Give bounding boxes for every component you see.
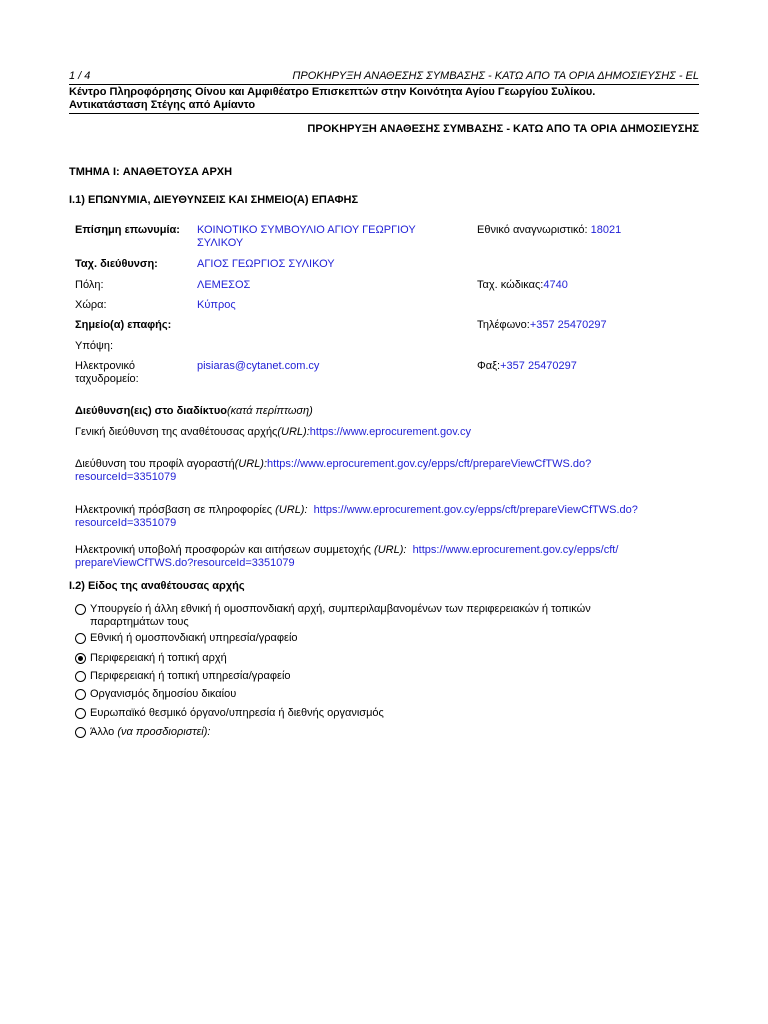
postcode bbox=[477, 279, 568, 292]
email-label-line-1: Ηλεκτρονικό bbox=[75, 360, 135, 372]
contact-label: Σημείο(α) επαφής: bbox=[75, 319, 172, 331]
option-3-text: Περιφερειακή ή τοπική υπηρεσία/γραφείο bbox=[90, 670, 291, 682]
attention-label: Υπόψη: bbox=[75, 340, 114, 352]
submission-label: Ηλεκτρονική υποβολή προσφορών και αιτήσεων συμμετοχής bbox=[75, 544, 375, 556]
submission-url-link[interactable]: https://www.eprocurement.gov.cy/epps/cft/ bbox=[412, 544, 619, 556]
fax bbox=[477, 360, 577, 373]
buyer-profile-label: Διεύθυνση του προφίλ αγοραστή bbox=[75, 458, 235, 470]
radio-option-0[interactable] bbox=[75, 604, 86, 615]
radio-option-2-selected[interactable] bbox=[75, 653, 86, 664]
radio-option-5[interactable] bbox=[75, 708, 86, 719]
buyer-profile bbox=[75, 458, 699, 484]
subtitle-line-1: Κέντρο Πληροφόρησης Οίνου και Αμφιθέατρο Επισκεπτών στην Κοινότητα Αγίου Γεωργίου Συλίκου. bbox=[69, 86, 596, 98]
official-name-value bbox=[197, 224, 447, 250]
internet-title-note: (κατά περίπτωση) bbox=[226, 405, 313, 417]
info-url-link-cont[interactable]: resourceId=3351079 bbox=[75, 517, 177, 529]
radio-option-3[interactable] bbox=[75, 671, 86, 682]
internet-title bbox=[75, 405, 699, 418]
subtitle-line-2: Αντικατάσταση Στέγης από Αμίαντο bbox=[69, 99, 256, 111]
postcode-label: Ταχ. κώδικας: bbox=[477, 279, 544, 291]
radio-option-6[interactable] bbox=[75, 727, 86, 738]
section-title: ΤΜΗΜΑ I: ΑΝΑΘΕΤΟΥΣΑ ΑΡΧΗ bbox=[69, 166, 233, 178]
subsection-title-2: I.2) Είδος της αναθέτουσας αρχής bbox=[69, 580, 245, 592]
address-label: Ταχ. διεύθυνση: bbox=[75, 258, 158, 270]
electronic-submission bbox=[75, 544, 699, 570]
page-number: 1 / 4 bbox=[69, 70, 91, 82]
official-name-line-2: ΣΥΛΙΚΟΥ bbox=[197, 237, 244, 249]
option-5-text: Ευρωπαϊκό θεσμικό όργανο/υπηρεσία ή διεθνής οργανισμός bbox=[90, 707, 384, 719]
country-label: Χώρα: bbox=[75, 299, 107, 311]
official-name-label: Επίσημη επωνυμία: bbox=[75, 224, 180, 236]
fax-label: Φαξ: bbox=[477, 360, 501, 372]
buyer-url-link-cont[interactable]: resourceId=3351079 bbox=[75, 471, 177, 483]
document-title: ΠΡΟΚΗΡΥΞΗ ΑΝΑΘΕΣΗΣ ΣΥΜΒΑΣΗΣ - ΚΑΤΩ ΑΠΟ ΤΑ ΟΡΙΑ ΔΗΜΟΣΙΕΥΣΗΣ bbox=[307, 123, 699, 135]
info-access-label: Ηλεκτρονική πρόσβαση σε πληροφορίες bbox=[75, 504, 276, 516]
national-id bbox=[477, 224, 621, 237]
radio-option-4[interactable] bbox=[75, 689, 86, 700]
option-6-note: (να προσδιοριστεί): bbox=[117, 726, 211, 738]
postcode-value: 4740 bbox=[543, 279, 568, 291]
buyer-url-tag: (URL): bbox=[234, 458, 268, 470]
general-url-tag: (URL): bbox=[277, 426, 310, 438]
general-address-label: Γενική διεύθυνση της αναθέτουσας αρχής bbox=[75, 426, 278, 438]
info-url-tag: (URL): bbox=[275, 504, 308, 516]
option-0-line-2: παραρτημάτων τους bbox=[90, 616, 189, 628]
header-subtitle bbox=[69, 86, 699, 114]
subsection-title-1: I.1) ΕΠΩΝΥΜΙΑ, ΔΙΕΥΘΥΝΣΕΙΣ ΚΑΙ ΣΗΜΕΙΟ(Α) ΕΠΑΦΗΣ bbox=[69, 194, 359, 206]
option-6-text: Άλλο bbox=[90, 726, 118, 738]
option-0-line-1: Υπουργείο ή άλλη εθνική ή ομοσπονδιακή αρχή, συμπεριλαμβανομένων των περιφερειακών ή τοπικών bbox=[90, 603, 591, 615]
info-url-link[interactable]: https://www.eprocurement.gov.cy/epps/cft/prepareViewCfTWS.do? bbox=[313, 504, 638, 516]
submission-url-tag: (URL): bbox=[374, 544, 407, 556]
official-name-line-1: ΚΟΙΝΟΤΙΚΟ ΣΥΜΒΟΥΛΙΟ ΑΓΙΟΥ ΓΕΩΡΓΙΟΥ bbox=[197, 224, 416, 236]
phone-label: Τηλέφωνο: bbox=[477, 319, 530, 331]
national-id-label: Εθνικό αναγνωριστικό: bbox=[477, 224, 591, 236]
phone-value: +357 25470297 bbox=[529, 319, 607, 331]
country-value: Κύπρος bbox=[197, 299, 236, 311]
phone bbox=[477, 319, 607, 332]
option-2-text: Περιφερειακή ή τοπική αρχή bbox=[90, 652, 227, 664]
option-4-text: Οργανισμός δημοσίου δικαίου bbox=[90, 688, 237, 700]
info-access bbox=[75, 504, 699, 530]
option-1-text: Εθνική ή ομοσπονδιακή υπηρεσία/γραφείο bbox=[90, 632, 298, 644]
city-label: Πόλη: bbox=[75, 279, 104, 291]
general-url-link[interactable]: https://www.eprocurement.gov.cy bbox=[309, 426, 471, 438]
city-value: ΛΕΜΕΣΟΣ bbox=[197, 279, 251, 291]
fax-value: +357 25470297 bbox=[500, 360, 577, 372]
internet-title-text: Διεύθυνση(εις) στο διαδίκτυο bbox=[75, 405, 227, 417]
running-header bbox=[69, 70, 699, 85]
email-value[interactable]: pisiaras@cytanet.com.cy bbox=[197, 360, 320, 372]
submission-url-link-cont[interactable]: prepareViewCfTWS.do?resourceId=3351079 bbox=[75, 557, 295, 569]
national-id-value: 18021 bbox=[590, 224, 622, 236]
header-title: ΠΡΟΚΗΡΥΞΗ ΑΝΑΘΕΣΗΣ ΣΥΜΒΑΣΗΣ - ΚΑΤΩ ΑΠΟ ΤΑ ΟΡΙΑ ΔΗΜΟΣΙΕΥΣΗΣ - EL bbox=[292, 70, 699, 82]
email-label bbox=[75, 360, 139, 386]
buyer-url-link[interactable]: https://www.eprocurement.gov.cy/epps/cft/prepareViewCfTWS.do? bbox=[267, 458, 592, 470]
general-address bbox=[75, 426, 699, 439]
email-label-line-2: ταχυδρομείο: bbox=[75, 373, 139, 385]
address-value: ΑΓΙΟΣ ΓΕΩΡΓΙΟΣ ΣΥΛΙΚΟΥ bbox=[197, 258, 335, 270]
radio-option-1[interactable] bbox=[75, 633, 86, 644]
